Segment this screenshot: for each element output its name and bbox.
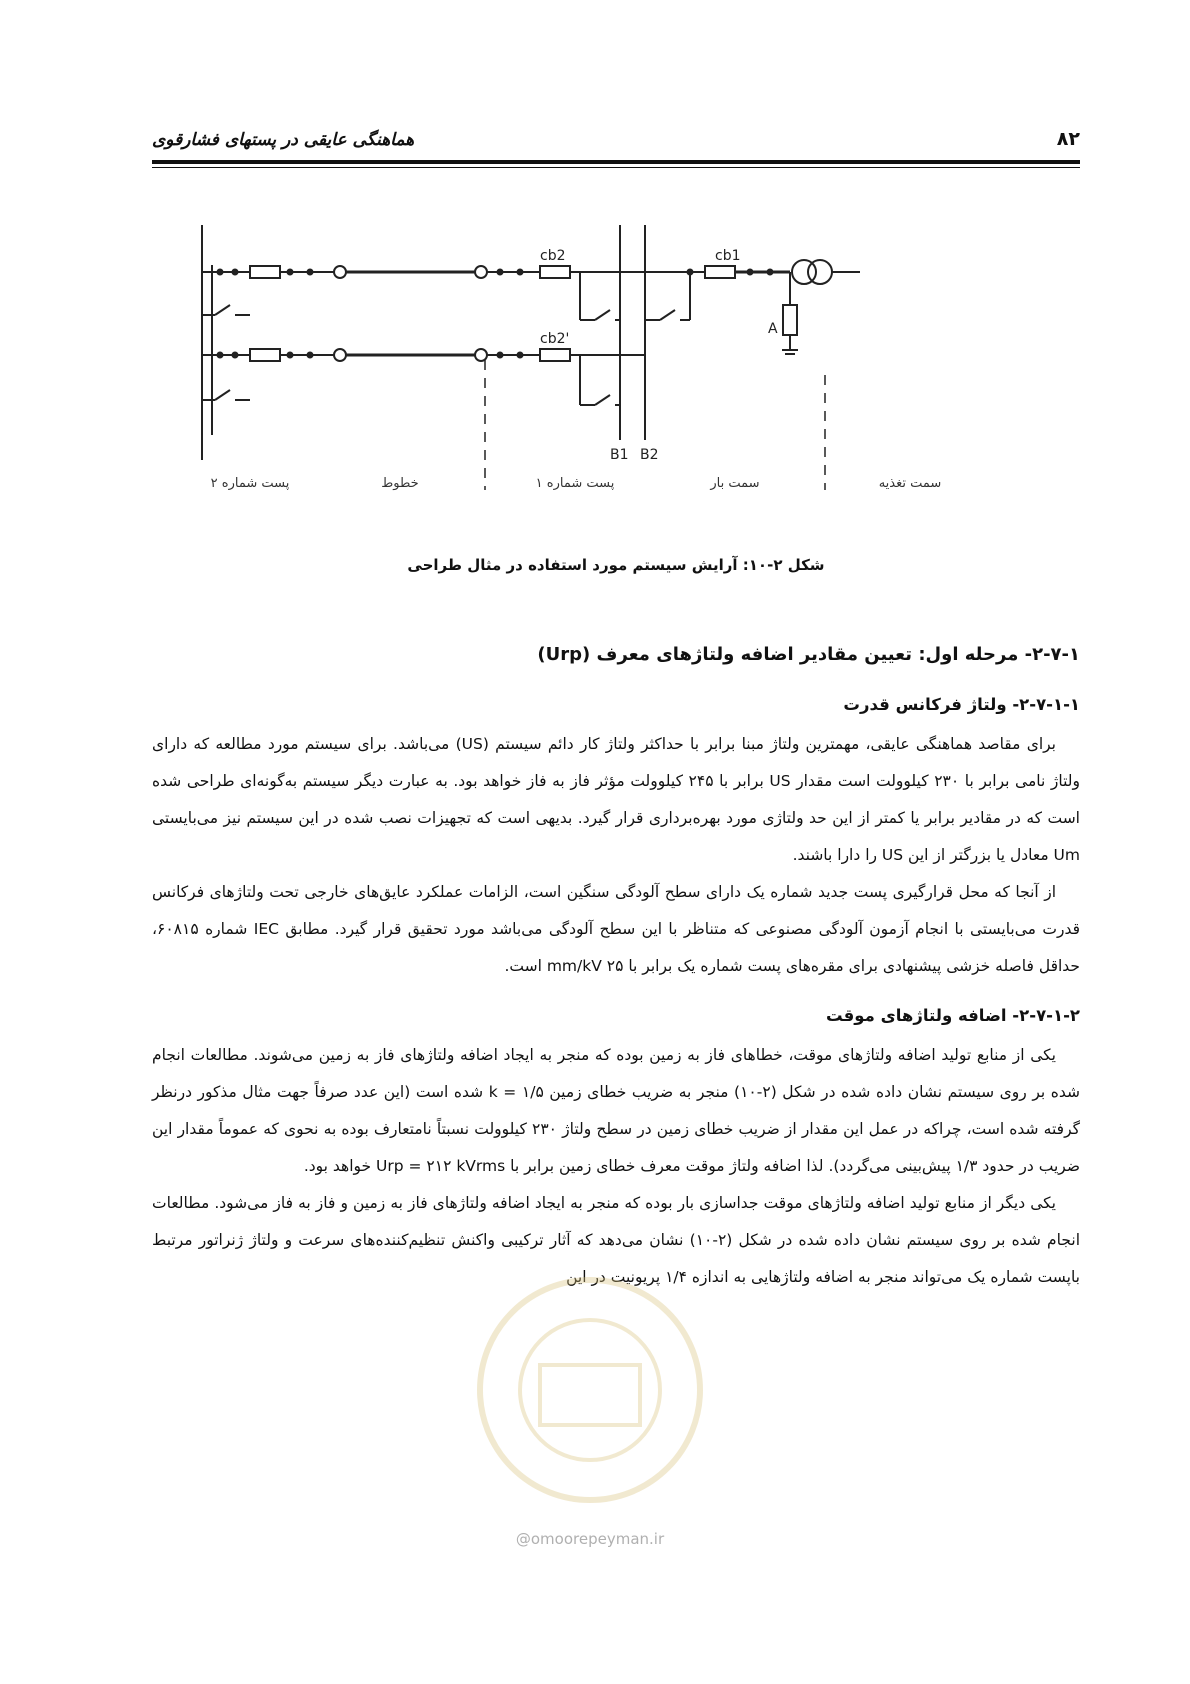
- subsection-heading-2: ۲-۷-۱-۲- اضافه ولتاژهای موقت: [826, 1006, 1080, 1025]
- page-number: ۸۲: [1056, 128, 1080, 150]
- zone-substation-1: پست شماره ۱: [535, 476, 615, 491]
- watermark-seal: [470, 1270, 710, 1510]
- zone-lines: خطوط: [381, 476, 419, 491]
- watermark-text: @omoorepeyman.ir: [515, 1530, 665, 1548]
- main-content: [152, 640, 1080, 1296]
- label-cb1: cb1: [715, 248, 741, 264]
- header-rule-thick: [152, 160, 1080, 164]
- subsection-heading-1: ۲-۷-۱-۱- ولتاژ فرکانس قدرت: [843, 695, 1080, 714]
- label-A: A: [768, 321, 778, 337]
- section-heading: ۲-۷-۱- مرحله اول: تعیین مقادیر اضافه ولتاژهای معرف (Urp): [537, 644, 1080, 665]
- running-title: هماهنگی عایقی در پستهای فشارقوی: [152, 130, 415, 150]
- label-cb2: cb2: [540, 248, 566, 264]
- label-B2: B2: [640, 447, 659, 463]
- paragraph: از آنجا که محل قرارگیری پست جدید شماره یک دارای سطح آلودگی سنگین است، الزامات عملکرد عایق‌های خارجی تحت ولتاژهای فرکانس قدرت می‌بایستی با انجام آزمون آلودگی مصنوعی که متناظر با این سطح آلودگی می‌باشد مورد تحقیق قرار گیرد. مطابق IEC شماره ۶۰۸۱۵، حداقل فاصله خزشی پیشنهادی برای مقره‌های پست شماره یک برابر با ۲۵ mm/kV است.: [152, 883, 1081, 975]
- zone-substation-2: پست شماره ۲: [210, 476, 290, 491]
- zone-load-side: سمت بار: [710, 476, 760, 491]
- paragraph: یکی دیگر از منابع تولید اضافه ولتاژهای موقت جداسازی بار بوده که منجر به ایجاد اضافه ولتاژهای فاز به زمین و فاز به فاز می‌شود. مطالعات انجام شده بر روی سیستم نشان داده شده در شکل (۲-۱۰) نشان می‌دهد که آثار ترکیبی واکنش تنظیم‌کننده‌های سرعت و ولتاژ ژنراتور مرتبط باپست شماره یک می‌تواند منجر به اضافه ولتاژهایی به اندازه ۱/۴ پریونیت در این: [152, 1194, 1081, 1286]
- figure-caption: شکل ۲-۱۰: آرایش سیستم مورد استفاده در مثال طراحی: [407, 556, 825, 574]
- page-header: [152, 122, 1080, 162]
- paragraph: یکی از منابع تولید اضافه ولتاژهای موقت، خطاهای فاز به زمین بوده که منجر به ایجاد اضافه ولتاژهای فاز به زمین می‌شوند. مطالعات انجام شده بر روی سیستم نشان داده شده در شکل (۲-۱۰) منجر به ضریب خطای زمین ۱/۵ = k شده است (این عدد صرفاً جهت مثال مذکور درنظر گرفته شده است، چراکه در عمل این مقدار از ضریب خطای زمین در سطح ولتاژ ۲۳۰ کیلوولت نسبتاً نامتعارف بوده به نحوی که عموماً مقدار این ضریب در حدود ۱/۳ پیش‌بینی می‌گردد). لذا اضافه ولتاژ موقت معرف خطای زمین برابر با Urp = ۲۱۲ kVrms خواهد بود.: [152, 1046, 1081, 1175]
- header-rule-thin: [152, 167, 1080, 168]
- label-B1: B1: [610, 447, 629, 463]
- label-cb2-prime: cb2': [540, 331, 570, 347]
- zone-supply-side: سمت تغذیه: [878, 476, 942, 491]
- paragraph: برای مقاصد هماهنگی عایقی، مهمترین ولتاژ مبنا برابر با حداکثر ولتاژ کار دائم سیستم (US) می‌باشد. برای سیستم مورد مطالعه که دارای ولتاژ نامی برابر با ۲۳۰ کیلوولت است مقدار US برابر با ۲۴۵ کیلوولت مؤثر فاز به فاز خواهد بود. به عبارت دیگر سیستم به‌گونه‌ای طراحی شده است که در مقادیر برابر یا کمتر از این حد ولتاژی مورد بهره‌برداری قرار گیرد. بدیهی است که تجهیزات نصب شده در این سیستم نیز می‌بایستی Um معادل یا بزرگتر از این US را دارا باشند.: [152, 735, 1081, 864]
- system-diagram: [190, 225, 1010, 540]
